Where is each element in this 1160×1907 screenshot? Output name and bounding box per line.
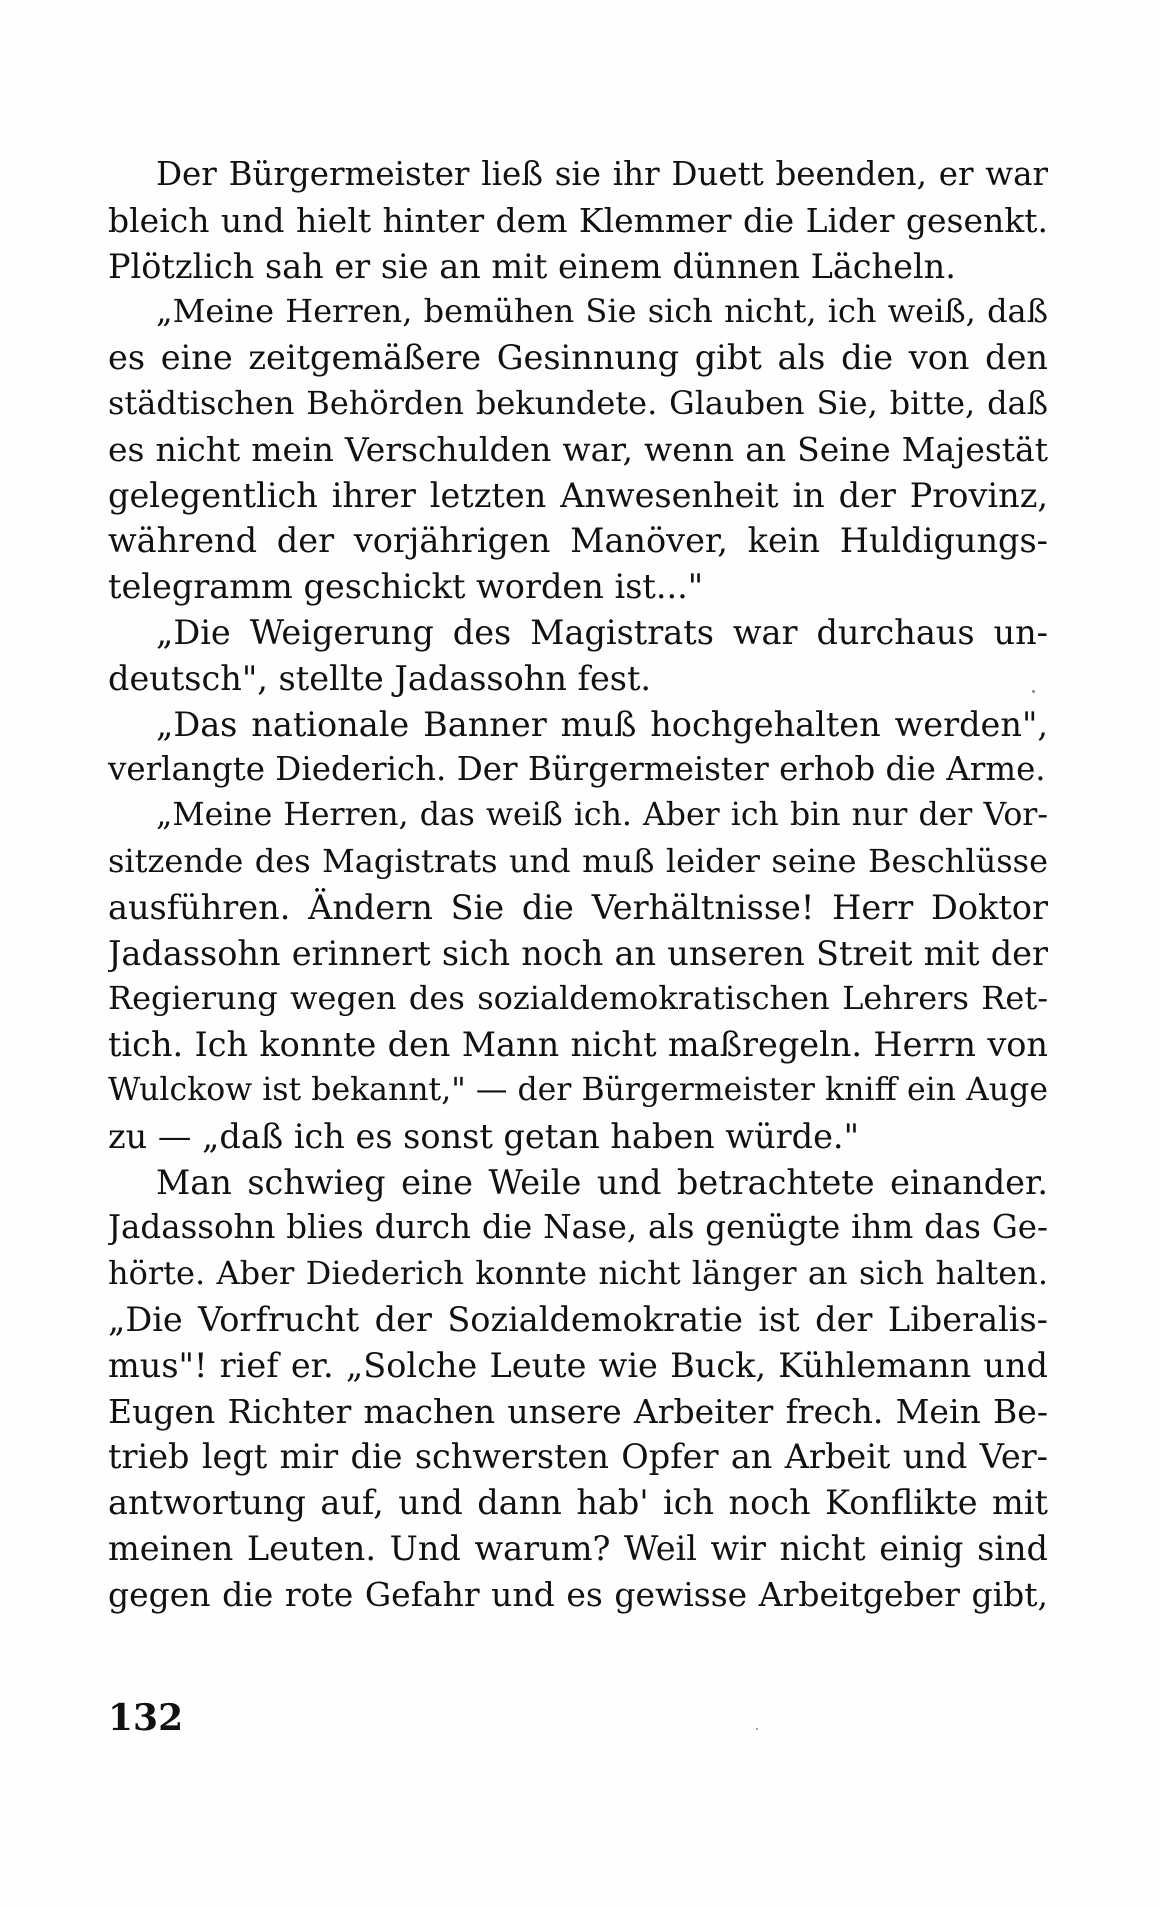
text-line: „Meine Herren, bemühen Sie sich nicht, ich weiß, daß: [156, 292, 1048, 331]
text-line: bleich und hielt hinter dem Klemmer die Lider gesenkt.: [108, 200, 1048, 240]
text-line: mus"! rief er. „Solche Leute wie Buck, Kühlemann und: [108, 1345, 1048, 1385]
text-line: meinen Leuten. Und warum? Weil wir nicht einig sind: [108, 1528, 1048, 1568]
text-line: tich. Ich konnte den Mann nicht maßregeln. Herrn von: [108, 1025, 1048, 1065]
text-line: zu — „daß ich es sonst getan haben würde.": [108, 1116, 859, 1156]
text-line: deutsch", stellte Jadassohn fest.: [108, 658, 652, 698]
paper-speck: [756, 1728, 758, 1730]
text-line: „Meine Herren, das weiß ich. Aber ich bin nur der Vor-: [156, 797, 1048, 834]
text-line: städtischen Behörden bekundete. Glauben Sie, bitte, daß: [108, 383, 1048, 422]
text-line: es eine zeitgemäßere Gesinnung gibt als die von den: [108, 338, 1048, 378]
text-line: während der vorjährigen Manöver, kein Huldigungs-: [108, 521, 1048, 561]
text-line: Man schwieg eine Weile und betrachtete einander.: [156, 1162, 1048, 1202]
text-line: Der Bürgermeister ließ sie ihr Duett beenden, er war: [156, 155, 1048, 193]
body-text: [108, 152, 1048, 1618]
text-line: Jadassohn erinnert sich noch an unseren Streit mit der: [108, 933, 1048, 973]
text-line: „Die Weigerung des Magistrats war durchaus un-: [156, 612, 1048, 652]
paper-speck: [1032, 690, 1035, 693]
text-line: telegramm geschickt worden ist...": [108, 567, 704, 607]
text-line: Plötzlich sah er sie an mit einem dünnen Lächeln.: [108, 246, 956, 286]
text-line: hörte. Aber Diederich konnte nicht länger an sich halten.: [108, 1254, 1048, 1293]
text-line: Wulckow ist bekannt," — der Bürgermeister kniff ein Auge: [108, 1071, 1048, 1108]
text-line: Regierung wegen des sozialdemokratischen Lehrers Ret-: [108, 979, 1048, 1018]
page-number: 132: [108, 1697, 184, 1739]
text-line: verlangte Diederich. Der Bürgermeister erhob die Arme.: [108, 750, 1046, 789]
text-line: gelegentlich ihrer letzten Anwesenheit in der Provinz,: [108, 475, 1048, 515]
text-line: sitzende des Magistrats und muß leider seine Beschlüsse: [108, 841, 1048, 880]
text-line: gegen die rote Gefahr und es gewisse Arbeitgeber gibt,: [108, 1574, 1048, 1614]
text-line: „Das nationale Banner muß hochgehalten werden",: [156, 704, 1048, 744]
text-line: Jadassohn blies durch die Nase, als genügte ihm das Ge-: [108, 1208, 1048, 1247]
text-line: ausführen. Ändern Sie die Verhältnisse! Herr Doktor: [108, 887, 1048, 927]
text-line: „Die Vorfrucht der Sozialdemokratie ist der Liberalis-: [108, 1299, 1048, 1339]
text-line: trieb legt mir die schwersten Opfer an Arbeit und Ver-: [108, 1437, 1048, 1477]
text-line: Eugen Richter machen unsere Arbeiter frech. Mein Be-: [108, 1391, 1048, 1431]
text-line: antwortung auf, und dann hab' ich noch Konflikte mit: [108, 1483, 1048, 1523]
text-line: es nicht mein Verschulden war, wenn an Seine Majestät: [108, 429, 1048, 469]
